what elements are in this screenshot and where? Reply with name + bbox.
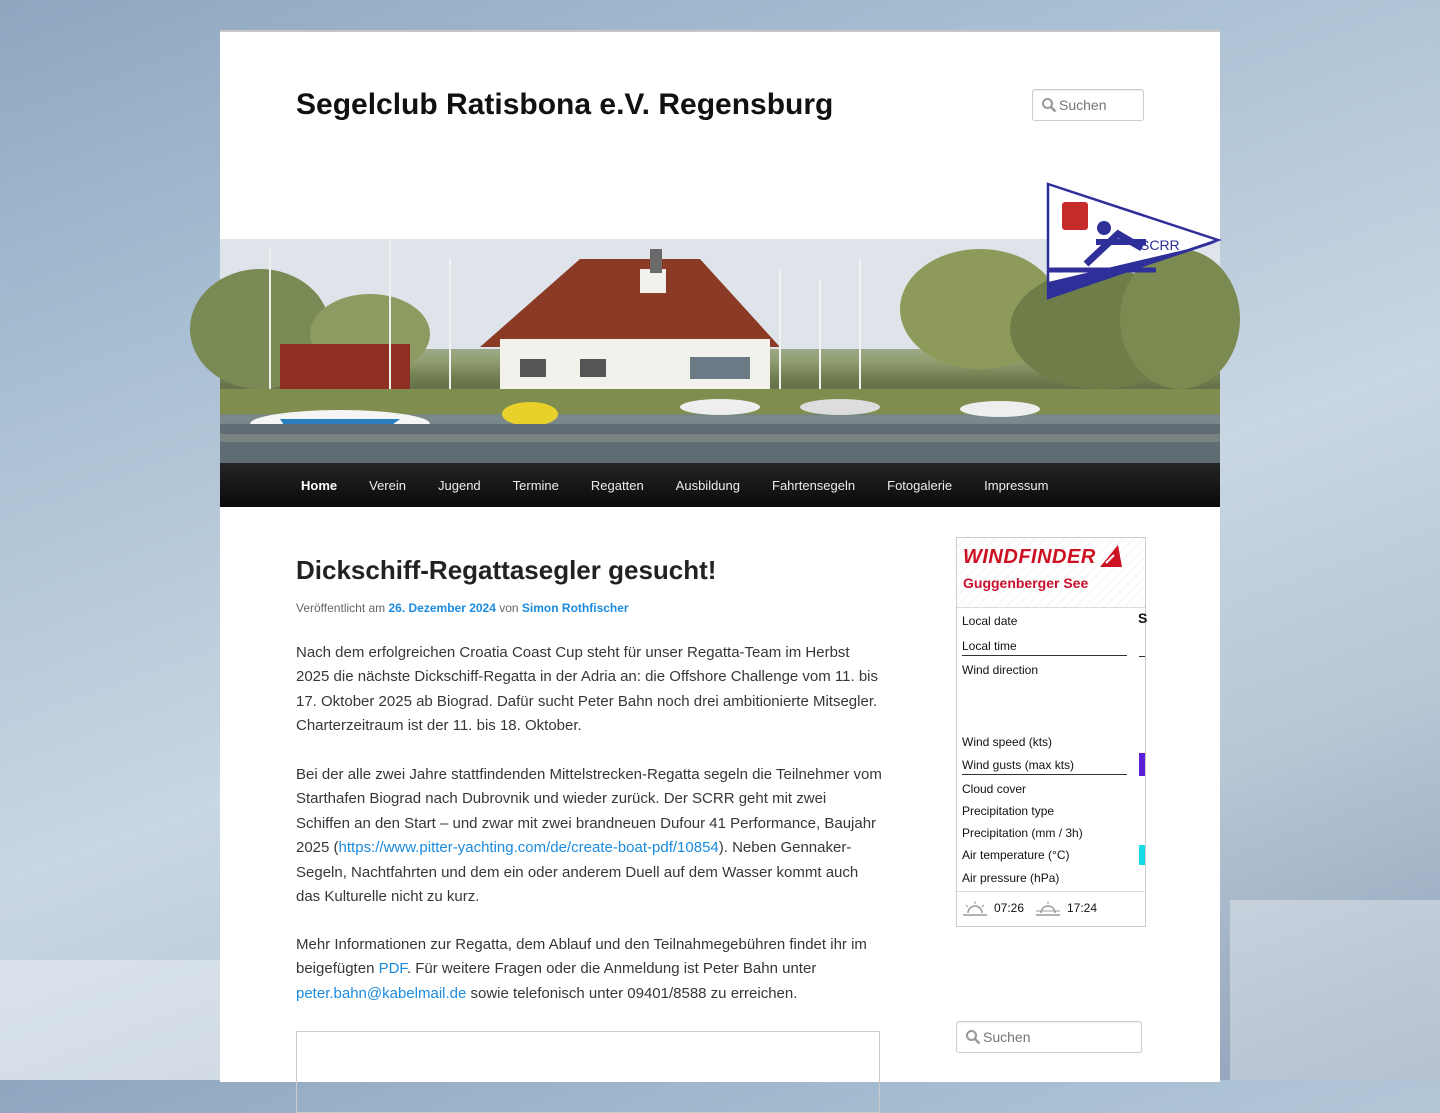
header-search[interactable] [1032,89,1144,121]
post-paragraph [296,763,882,909]
main-navigation [220,463,1220,507]
post-paragraph [296,933,882,1006]
windfinder-sail-icon [1098,543,1124,569]
nav-item-home[interactable]: Home [301,477,338,493]
boat-pdf-link[interactable]: https://www.pitter-yachting.com/de/create-boat-pdf/10854 [338,839,719,857]
post-paragraph-text: . Für weitere Fragen oder die Anmeldung ist Peter Bahn unter [406,960,817,978]
wf-row-label: Precipitation type [962,804,1055,818]
wf-row-label: Local date [962,614,1018,628]
published-prefix: Veröffentlicht am [296,601,389,615]
post-paragraph-text: sowie telefonisch unter 09401/8588 zu erreichen. [466,984,798,1002]
post-paragraph-text: Mehr Informationen zur Regatta, dem Ablauf und den Teilnahmegebühren findet ihr im beigefügten [296,936,867,978]
sunrise-sunset-row [957,891,1145,926]
nav-item-regatten[interactable]: Regatten [590,477,644,493]
post-meta [296,601,629,615]
wf-column-divider [1139,656,1145,657]
post-title[interactable]: Dickschiff-Regattasegler gesucht! [296,555,717,585]
post-paragraph-text: ). Neben Gennaker-Segeln, Nachtfahrten und dem ein oder anderem Duell auf dem Wasser kommt auch das Kulturelle nicht zu kurz. [296,839,859,906]
windfinder-spot-name[interactable]: Guggenberger See [963,575,1089,591]
nav-item-fahrtensegeln[interactable]: Fahrtensegeln [772,477,856,493]
post-paragraph-text: Bei der alle zwei Jahre stattfindenden Mittelstrecken-Regatta segeln die Teilnehmer vom Starthafen Biograd nach Dubrovnik und wieder zurück. Der SCRR geht mit zwei Schiffen an den Start – und zwar mit zwei brandneuen Dufour 41 Performance, Baujahr 2025 ( [296,766,882,857]
wf-row-label: Wind gusts (max kts) [962,758,1127,775]
embedded-document-frame[interactable] [296,1031,880,1113]
club-logo [1046,182,1220,302]
wf-row-label: Wind speed (kts) [962,735,1053,749]
sunrise-icon [962,899,988,917]
wf-row-label: Wind direction [962,663,1039,677]
pdf-link[interactable]: PDF [378,960,407,978]
wf-temperature-color-cell [1139,845,1145,865]
search-icon [965,1029,981,1045]
post-paragraph [296,641,882,739]
wf-row-label: Air pressure (hPa) [962,871,1060,885]
post-author-link[interactable]: Simon Rothfischer [521,601,629,615]
post-paragraph-text: Nach dem erfolgreichen Croatia Coast Cup steht für unser Regatta-Team im Herbst 2025 die nächste Dickschiff-Regatta in der Adria an: die Offshore Challenge vom 11. bis 17. Oktober 2025 ab Biograd. Dafür sucht Peter Bahn noch drei ambitionierte Mitsegler. Charterzeitraum ist der 11. bis 18. Oktober. [296,644,879,735]
search-input[interactable] [1059,90,1147,120]
email-link[interactable]: peter.bahn@kabelmail.de [296,984,467,1002]
windfinder-widget[interactable] [956,537,1146,927]
background-decoration [1230,900,1440,1080]
wf-forecast-day-heading: S [1138,610,1148,626]
logo-text: SCRR [1140,237,1180,253]
nav-item-fotogalerie[interactable]: Fotogalerie [887,477,953,493]
sunrise-time: 07:26 [994,901,1025,915]
post-date-link[interactable]: 26. Dezember 2024 [388,601,496,615]
search-icon [1041,97,1057,113]
wf-row-label: Cloud cover [962,782,1027,796]
sidebar-search-input[interactable] [983,1022,1130,1052]
nav-item-impressum[interactable]: Impressum [984,477,1049,493]
nav-item-termine[interactable]: Termine [512,477,559,493]
sunset-icon [1035,899,1061,917]
background-decoration [0,960,220,1080]
nav-item-verein[interactable]: Verein [369,477,406,493]
windfinder-header [957,538,1145,608]
wf-row-label: Air temperature (°C) [962,848,1070,862]
sidebar-search[interactable] [956,1021,1142,1053]
windfinder-logo[interactable]: WINDFINDER [963,546,1096,568]
site-title[interactable]: Segelclub Ratisbona e.V. Regensburg [296,88,834,121]
nav-item-ausbildung[interactable]: Ausbildung [675,477,740,493]
wf-row-label: Local time [962,639,1127,656]
wf-row-label: Precipitation (mm / 3h) [962,826,1083,840]
page-container [220,30,1220,1082]
author-prefix: von [495,601,522,615]
wf-gust-color-cell [1139,753,1145,776]
sunset-time: 17:24 [1067,901,1098,915]
nav-item-jugend[interactable]: Jugend [438,477,481,493]
